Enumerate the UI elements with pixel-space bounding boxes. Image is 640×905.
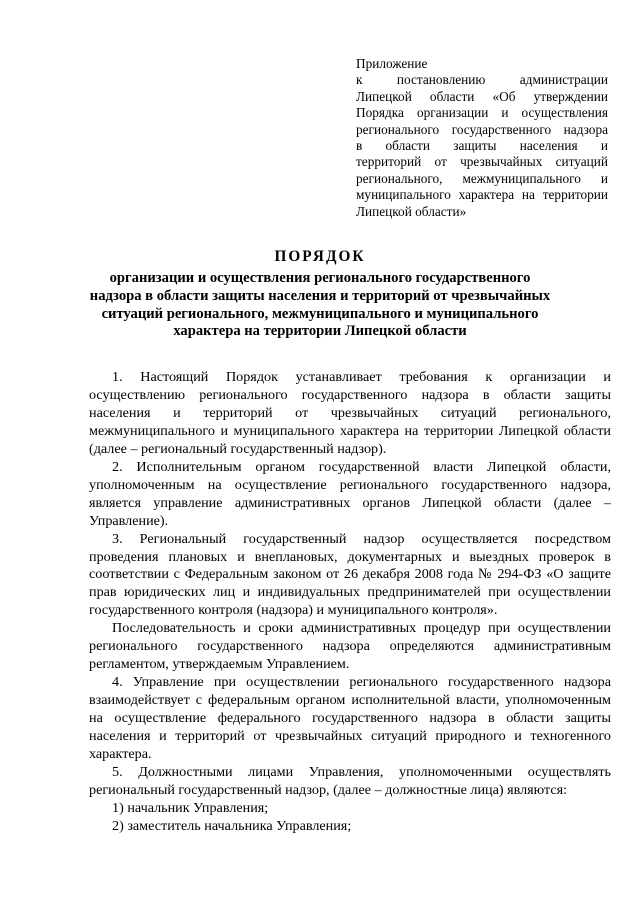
document-title: ПОРЯДОК bbox=[274, 248, 366, 265]
paragraph: 5. Должностными лицами Управления, уполномоченными осуществлять региональный государственный надзор, (далее – должностные лица) являются: bbox=[89, 763, 611, 798]
appendix-line: муниципального характера на территории bbox=[356, 187, 608, 203]
appendix-line: территорий от чрезвычайных ситуаций bbox=[356, 154, 608, 170]
appendix-line: к постановлению администрации bbox=[356, 72, 608, 88]
appendix-line: Порядка организации и осуществления bbox=[356, 105, 608, 121]
appendix-line: Липецкой области «Об утверждении bbox=[356, 88, 608, 104]
appendix-line: регионального государственного надзора bbox=[356, 121, 608, 137]
paragraph: 1. Настоящий Порядок устанавливает требования к организации и осуществлению регионального государственного надзора в области защиты населения и территорий от чрезвычайных ситуаций регионального, межмуниципального и муниципального характера на территории Липецкой области (далее – региональный государственный надзор). bbox=[89, 369, 611, 457]
paragraph: Последовательность и сроки административных процедур при осуществлении регионального государственного надзора определяются административным регламентом, утверждаемым Управлением. bbox=[89, 620, 611, 673]
paragraph: 2. Исполнительным органом государственной власти Липецкой области, уполномоченным на осуществление регионального государственного надзора, является управление административных органов Липецкой области (далее – Управление). bbox=[89, 458, 611, 529]
paragraph: 4. Управление при осуществлении регионального государственного надзора взаимодействует с федеральным органом исполнительной власти, уполномоченным на осуществление федерального государственного надзора в области защиты населения и территорий от чрезвычайных ситуаций природного и техногенного характера. bbox=[89, 674, 611, 763]
list-item: 1) начальник Управления; bbox=[112, 799, 269, 816]
appendix-line: регионального, межмуниципального и bbox=[356, 170, 608, 186]
paragraph: 3. Региональный государственный надзор осуществляется посредством проведения плановых и внеплановых, документарных и выездных проверок в соответствии с Федеральным законом от 26 декабря 2008 года № 294-ФЗ «О защите прав юридических лиц и индивидуальных предпринимателей при осуществлении государственного контроля (надзора) и муниципального контроля». bbox=[89, 530, 611, 619]
document-body bbox=[89, 369, 611, 836]
document-subtitle: организации и осуществления регионального государственного надзора в области защиты населения и территорий от чрезвычайных ситуаций регионального, межмуниципального и муниципального характера на территории Липецкой области bbox=[89, 270, 551, 340]
appendix-line: в области защиты населения и bbox=[356, 138, 608, 154]
appendix-line: Липецкой области» bbox=[356, 203, 467, 219]
appendix-line: Приложение bbox=[356, 56, 428, 71]
list-item: 2) заместитель начальника Управления; bbox=[112, 817, 352, 834]
appendix-note bbox=[356, 56, 608, 220]
